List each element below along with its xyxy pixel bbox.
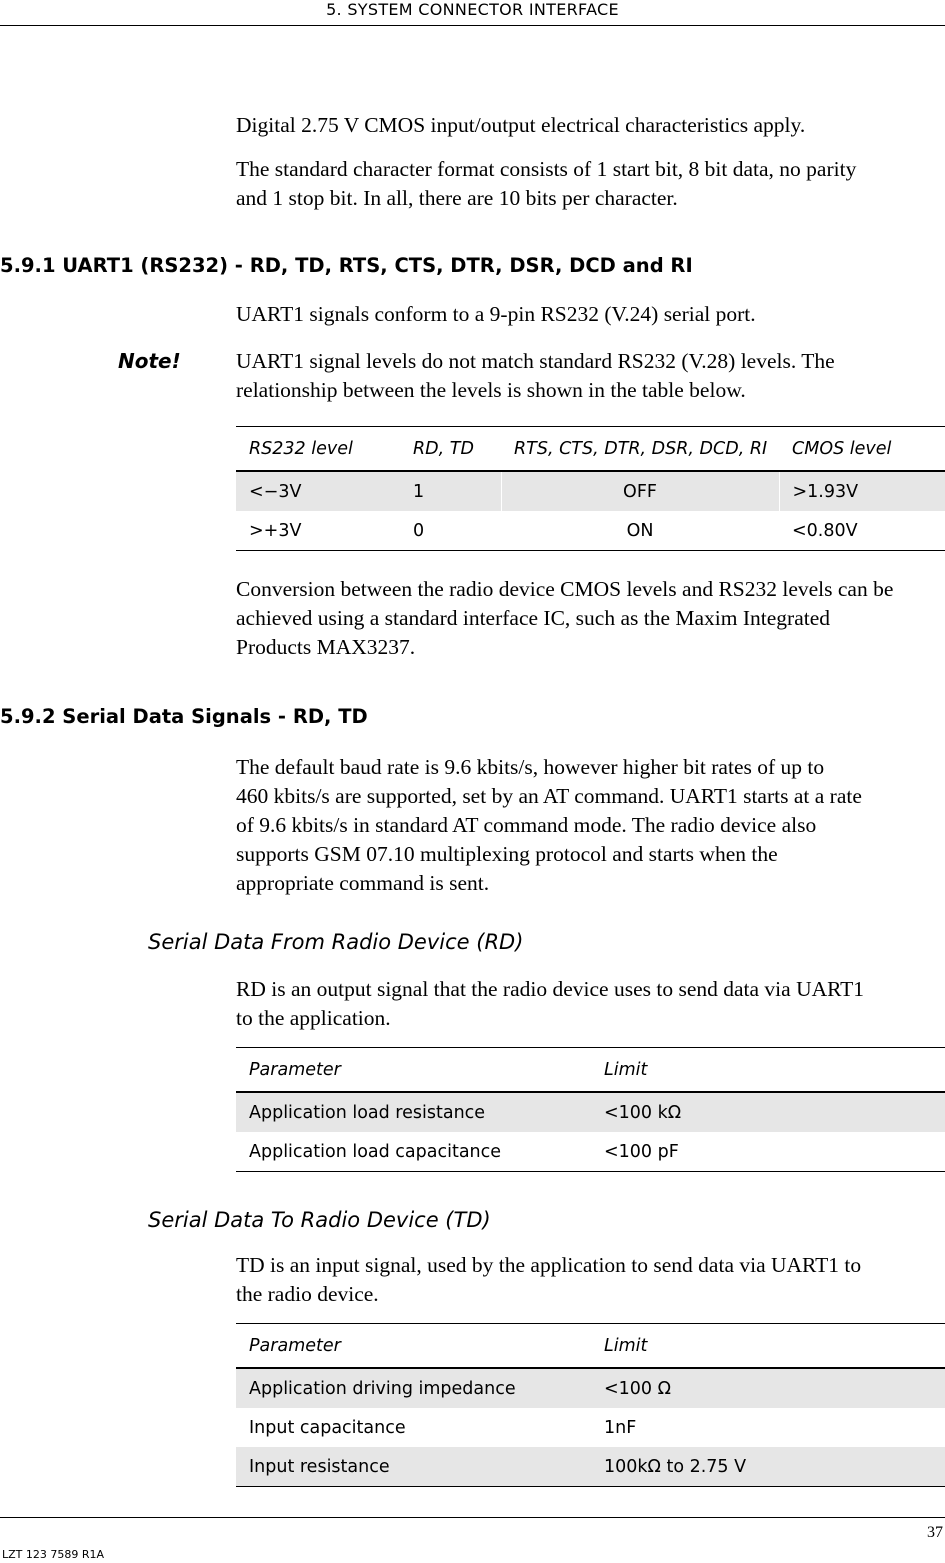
- table-row: [236, 1447, 945, 1487]
- table-cell: <100 Ω: [591, 1368, 945, 1408]
- intro-paragraph-1: Digital 2.75 V CMOS input/output electrical characteristics apply.: [236, 113, 806, 137]
- table-row: [236, 511, 945, 551]
- intro-paragraph-2: [236, 155, 945, 213]
- table-header-cell: RD, TD: [400, 427, 501, 472]
- rd-parameter-table: [236, 1047, 945, 1172]
- td-line-2: the radio device.: [236, 1282, 379, 1306]
- intro-paragraph-2-line-2: and 1 stop bit. In all, there are 10 bits per character.: [236, 186, 678, 210]
- section-591-heading: 5.9.1 UART1 (RS232) - RD, TD, RTS, CTS, DTR, DSR, DCD and RI: [0, 254, 693, 277]
- baud-line-3: of 9.6 kbits/s in standard AT command mode. The radio device also: [236, 813, 817, 837]
- section-592-paragraph: [236, 753, 945, 898]
- table-row: [236, 1092, 945, 1132]
- note-text-line-1: UART1 signal levels do not match standard RS232 (V.28) levels. The: [236, 349, 835, 373]
- section-591-conversion-paragraph: [236, 575, 945, 662]
- table-header-row: [236, 1048, 945, 1093]
- table-cell: >+3V: [249, 520, 302, 541]
- table-header-cell: Parameter: [236, 1048, 591, 1093]
- table-header-cell: RS232 level: [236, 427, 400, 472]
- conversion-line-3: Products MAX3237.: [236, 635, 416, 659]
- table-header-row: [236, 1324, 945, 1369]
- baud-line-1: The default baud rate is 9.6 kbits/s, however higher bit rates of up to: [236, 755, 825, 779]
- table-cell: OFF: [501, 471, 779, 511]
- rd-subheading: Serial Data From Radio Device (RD): [148, 930, 524, 954]
- table-row: [236, 1408, 945, 1447]
- table-cell: <100 pF: [604, 1141, 679, 1162]
- table-cell: Application driving impedance: [236, 1368, 591, 1408]
- td-paragraph: [236, 1251, 945, 1309]
- rd-line-2: to the application.: [236, 1006, 391, 1030]
- baud-line-5: appropriate command is sent.: [236, 871, 490, 895]
- page-number: 37: [927, 1524, 943, 1541]
- table-cell: 100kΩ to 2.75 V: [591, 1447, 945, 1487]
- intro-paragraph-2-line-1: The standard character format consists of 1 start bit, 8 bit data, no parity: [236, 157, 857, 181]
- table-cell: ON: [626, 520, 654, 541]
- table-row: [236, 471, 945, 511]
- header-rule: [0, 25, 945, 26]
- section-592-heading: 5.9.2 Serial Data Signals - RD, TD: [0, 705, 368, 728]
- table-header-cell: Limit: [591, 1048, 945, 1093]
- td-subheading: Serial Data To Radio Device (TD): [148, 1208, 491, 1232]
- td-parameter-table: [236, 1323, 945, 1487]
- table-cell: >1.93V: [779, 471, 945, 511]
- table-header-cell: Limit: [591, 1324, 945, 1369]
- table-cell: 0: [413, 520, 425, 541]
- table-cell: <−3V: [236, 471, 400, 511]
- table-cell: Application load resistance: [236, 1092, 591, 1132]
- table-header-cell: CMOS level: [779, 427, 945, 472]
- note-label: Note!: [118, 349, 181, 373]
- table-header-row: [236, 427, 945, 472]
- rd-paragraph: [236, 975, 945, 1033]
- table-header-cell: RTS, CTS, DTR, DSR, DCD, RI: [501, 427, 779, 472]
- table-cell: 1nF: [604, 1417, 637, 1438]
- section-591-paragraph: UART1 signals conform to a 9-pin RS232 (V.24) serial port.: [236, 302, 756, 326]
- table-cell: Application load capacitance: [249, 1141, 502, 1162]
- footer-rule: [0, 1517, 945, 1518]
- baud-line-4: supports GSM 07.10 multiplexing protocol and starts when the: [236, 842, 778, 866]
- conversion-line-2: achieved using a standard interface IC, such as the Maxim Integrated: [236, 606, 831, 630]
- table-cell: 1: [400, 471, 501, 511]
- document-id: LZT 123 7589 R1A: [2, 1548, 105, 1561]
- table-cell: <100 kΩ: [591, 1092, 945, 1132]
- td-line-1: TD is an input signal, used by the application to send data via UART1 to: [236, 1253, 862, 1277]
- running-header: 5. SYSTEM CONNECTOR INTERFACE: [326, 0, 619, 19]
- table-cell: <0.80V: [792, 520, 858, 541]
- rs232-level-table: [236, 426, 945, 551]
- table-header-cell: Parameter: [236, 1324, 591, 1369]
- table-row: [236, 1132, 945, 1172]
- table-cell: Input capacitance: [249, 1417, 406, 1438]
- note-text-line-2: relationship between the levels is shown in the table below.: [236, 378, 746, 402]
- note-text: [236, 347, 945, 405]
- baud-line-2: 460 kbits/s are supported, set by an AT command. UART1 starts at a rate: [236, 784, 862, 808]
- rd-line-1: RD is an output signal that the radio device uses to send data via UART1: [236, 977, 865, 1001]
- table-row: [236, 1368, 945, 1408]
- conversion-line-1: Conversion between the radio device CMOS levels and RS232 levels can be: [236, 577, 894, 601]
- table-cell: Input resistance: [236, 1447, 591, 1487]
